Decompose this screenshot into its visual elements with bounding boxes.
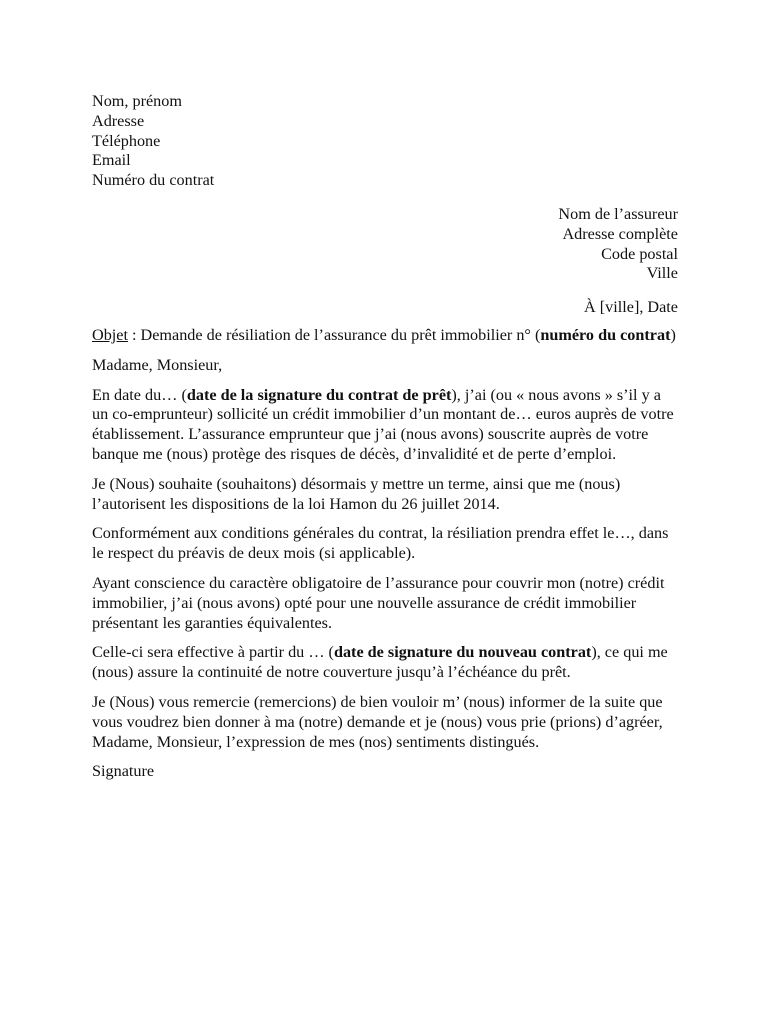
subject-contract-number: numéro du contrat bbox=[540, 325, 671, 344]
new-contract-date-placeholder: date de signature du nouveau contrat bbox=[333, 643, 592, 662]
paragraph-continuity-start: Celle-ci sera effective à partir du … ( bbox=[92, 643, 334, 662]
loan-signature-date-placeholder: date de la signature du contrat de prêt bbox=[186, 385, 452, 404]
insurer-name: Nom de l’assureur bbox=[558, 204, 678, 223]
paragraph-continuity-end: ), ce qui me (nous) assure la continuité de notre couverture jusqu’à l’échéance du prêt. bbox=[92, 643, 668, 682]
paragraph-termination-request: Je (Nous) souhaite (souhaitons) désormais y mettre un terme, ainsi que me (nous) l’autorisent les dispositions de la loi Hamon du 26 juillet 2014. bbox=[92, 474, 621, 513]
sender-block bbox=[92, 92, 678, 191]
signature-label: Signature bbox=[92, 762, 155, 781]
insurer-city: Ville bbox=[646, 264, 678, 283]
subject-end: ) bbox=[670, 325, 676, 344]
paragraph-loan-context-start: En date du… ( bbox=[92, 385, 187, 404]
paragraph-closing: Je (Nous) vous remercie (remercions) de bien vouloir m’ (nous) informer de la suite que vous voudrez bien donner à ma (notre) demande et je (nous) vous prie (prions) d’agréer, Madame, Monsieur, l’expression de mes (nos) sentiments distingués. bbox=[92, 692, 663, 751]
sender-phone: Téléphone bbox=[92, 131, 161, 150]
paragraph-effective-date: Conformément aux conditions générales du contrat, la résiliation prendra effet le…, dans le respect du préavis de deux mois (si applicable). bbox=[92, 524, 669, 563]
sender-name: Nom, prénom bbox=[92, 92, 182, 110]
insurer-address: Adresse complète bbox=[562, 224, 678, 243]
paragraph-loan-context-end: ), j’ai (ou « nous avons » s’il y a un co-emprunteur) sollicité un crédit immobilier d’un montant de… euros auprès de votre établissement. L’assurance emprunteur que j’ai (nous avons) souscrite auprès de votre banque me (nous) protège des risques de décès, d’invalidité et de perte d’emploi. bbox=[92, 385, 674, 463]
sender-email: Email bbox=[92, 151, 131, 170]
place-date: À [ville], Date bbox=[584, 298, 678, 317]
sender-contract-number: Numéro du contrat bbox=[92, 171, 215, 190]
paragraph-loan-context bbox=[92, 386, 678, 465]
paragraph-continuity bbox=[92, 643, 678, 683]
subject-label: Objet bbox=[92, 325, 128, 344]
subject-line bbox=[92, 326, 678, 346]
sender-address: Adresse bbox=[92, 111, 145, 130]
recipient-block bbox=[92, 205, 678, 284]
greeting: Madame, Monsieur, bbox=[92, 355, 223, 374]
insurer-postal-code: Code postal bbox=[601, 244, 678, 263]
subject-text: : Demande de résiliation de l’assurance du prêt immobilier n° ( bbox=[127, 325, 541, 344]
paragraph-new-insurance: Ayant conscience du caractère obligatoire de l’assurance pour couvrir mon (notre) crédit immobilier, j’ai (nous avons) opté pour une nouvelle assurance de crédit immobilier présentant les garanties équivalentes. bbox=[92, 573, 665, 632]
